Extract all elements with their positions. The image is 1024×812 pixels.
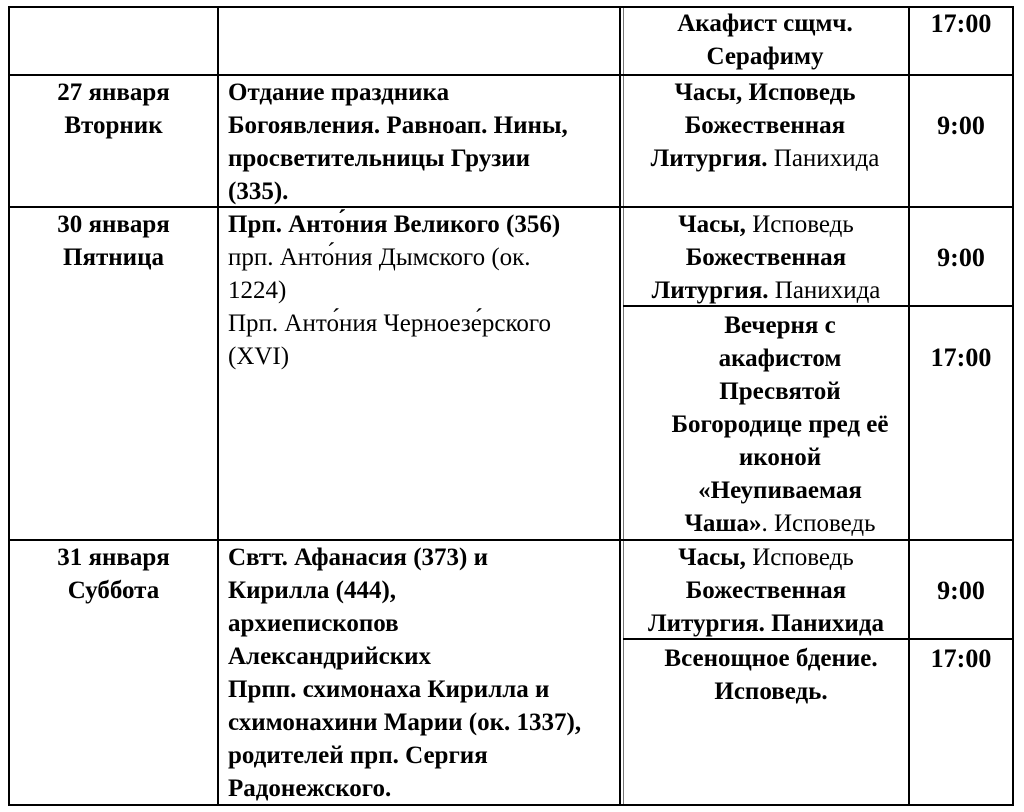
date-cell bbox=[10, 76, 217, 142]
service-text: . Исповедь bbox=[761, 510, 876, 537]
service-time: 17:00 bbox=[930, 343, 992, 372]
service-time: 9:00 bbox=[937, 576, 985, 605]
feast-text: Прп. Анто́ния Черноезе́рского (XVI) bbox=[228, 310, 551, 370]
service-text: Вечерня с акафистом Пресвятой Богородице пред её иконой «Неупиваемая Чаша» bbox=[671, 312, 889, 537]
service-text: Часы, Исповедь Божественная Литургия. bbox=[650, 79, 856, 172]
grid-line bbox=[1012, 6, 1014, 806]
service-text: Божественная Литургия. Панихида bbox=[648, 577, 884, 637]
feast-text: Отдание праздника Богоявления. Равноап. Нины, просветительницы Грузии (335). bbox=[228, 79, 568, 205]
feast-text: прп. Анто́ния Дымского (ок. 1224) bbox=[228, 244, 531, 304]
service-cell bbox=[640, 642, 902, 708]
service-text: Исповедь bbox=[752, 211, 854, 238]
feast-cell bbox=[228, 76, 588, 208]
feast-cell bbox=[228, 541, 613, 805]
grid-line bbox=[217, 6, 219, 806]
date-weekday: Суббота bbox=[67, 577, 160, 604]
service-text: Панихида bbox=[774, 277, 881, 304]
service-cell bbox=[628, 208, 904, 307]
service-time: 17:00 bbox=[930, 644, 992, 673]
service-cell bbox=[626, 541, 906, 640]
service-time: 9:00 bbox=[937, 243, 985, 272]
service-text: Акафист сщмч. Серафиму bbox=[677, 10, 853, 70]
service-cell bbox=[640, 7, 890, 73]
date-cell bbox=[10, 541, 217, 607]
date-weekday: Пятница bbox=[63, 244, 164, 271]
feast-cell bbox=[228, 208, 613, 373]
date-weekday: Вторник bbox=[64, 112, 163, 139]
date-day: 31 января bbox=[57, 544, 170, 571]
grid-line bbox=[623, 6, 624, 806]
service-text: Исповедь bbox=[752, 544, 854, 571]
service-text: Часы, bbox=[678, 544, 746, 571]
date-cell bbox=[10, 208, 217, 274]
feast-text: Прп. Анто́ния Великого (356) bbox=[228, 211, 561, 238]
service-cell bbox=[640, 76, 890, 175]
date-day: 27 января bbox=[57, 79, 170, 106]
service-time: 9:00 bbox=[937, 111, 985, 140]
service-text: Панихида bbox=[773, 145, 880, 172]
service-cell bbox=[660, 309, 900, 540]
grid-line bbox=[619, 6, 621, 806]
service-time: 17:00 bbox=[930, 9, 992, 38]
feast-text: Прпп. схимонаха Кирилла и схимонахини Марии (ок. 1337), родителей прп. Сергия Радонежского. bbox=[228, 676, 582, 802]
service-text: Всенощное бдение. Исповедь. bbox=[664, 645, 878, 705]
feast-text: Свтт. Афанасия (373) и Кирилла (444), архиепископов Александрийских bbox=[228, 544, 488, 670]
date-day: 30 января bbox=[57, 211, 170, 238]
service-text: Божественная Литургия. bbox=[651, 244, 847, 304]
service-text: Часы, bbox=[678, 211, 746, 238]
